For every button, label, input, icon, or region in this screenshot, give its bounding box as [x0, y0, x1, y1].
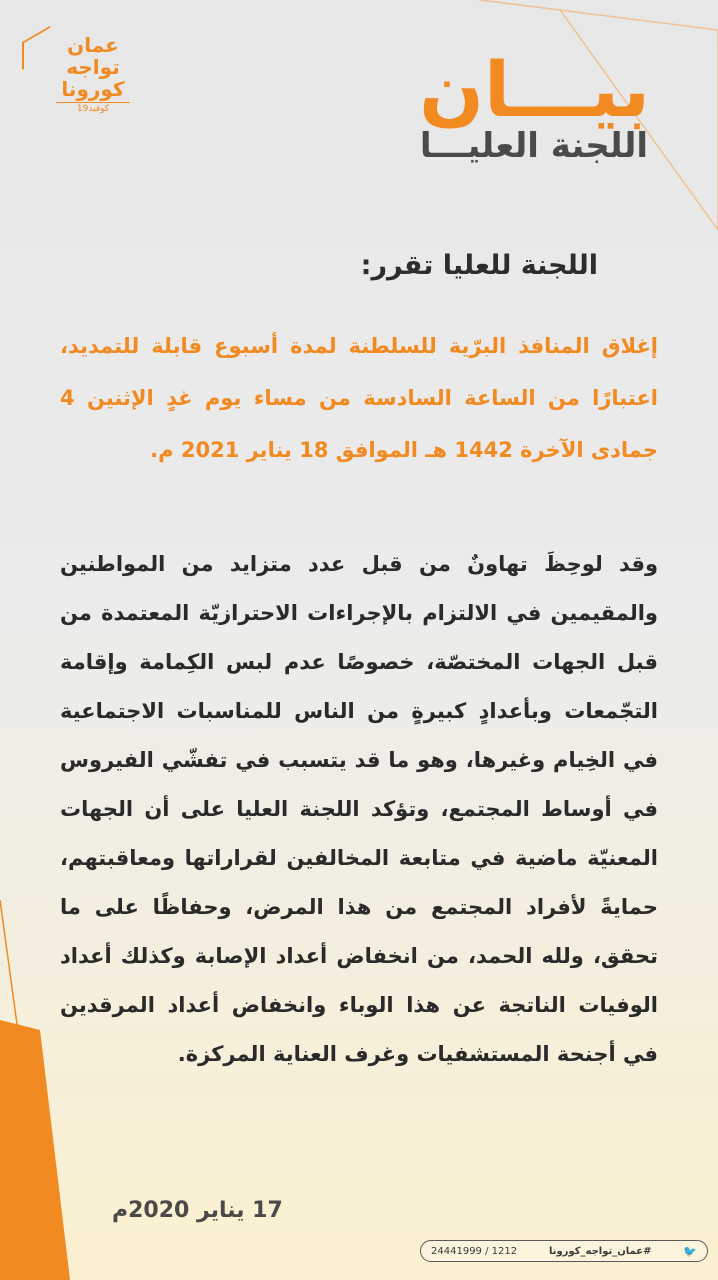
intro-heading: اللجنة للعليا تقرر: [360, 250, 598, 281]
logo-line-2: تواجه [66, 55, 120, 79]
orange-line-decoration [0, 900, 52, 1280]
statement-date: 17 يناير 2020م [112, 1198, 283, 1223]
decision-text: إغلاق المنافذ البرّية للسلطنة لمدة أسبوع قابلة للتمديد، اعتبارًا من الساعة السادسة من مساء يوم غدٍ الإثنين 4 جمادى الآخرة 1442 هـ الموافق 18 يناير 2021 م. [60, 334, 658, 462]
statement-title: بيـــان [419, 45, 650, 134]
committee-subtitle: اللجنة العليـــا [419, 126, 648, 166]
logo-line-1: عمان [67, 33, 119, 57]
footer-phones: 1212 / 24441999 [431, 1245, 518, 1257]
footer-bar [420, 1240, 708, 1262]
campaign-logo [48, 34, 138, 115]
logo-line-3: كورونا [61, 77, 125, 101]
body-paragraph: وقد لوحِظَ تهاونٌ من قبل عدد متزايد من المواطنين والمقيمين في الالتزام بالإجراءات الاحترازيّة المعتمدة من قبل الجهات المختصّة، خصوصًا عدم لبس الكِمامة وإقامة التجّمعات وبأعدادٍ كبيرةٍ من الناس للمناسبات الاجتماعية في الخِيام وغيرها، وهو ما قد يتسبب في تفشّي الفيروس في أوساط المجتمع، وتؤكد اللجنة العليا على أن الجهات المعنيّة ماضية في متابعة المخالفين لقراراتها ومعاقبتهم، حمايةً لأفراد المجتمع من هذا المرض، وحفاظًا على ما تحقق، ولله الحمد، من انخفاض أعداد الإصابة وكذلك أعداد الوفيات الناتجة عن هذا الوباء وانخفاض أعداد المرقدين في أجنحة المستشفيات وغرف العناية المركزة. [60, 552, 658, 1066]
twitter-icon: 🐦 [683, 1244, 697, 1258]
logo-bracket-decoration [22, 26, 50, 70]
footer-hashtag: #عمان_تواجه_كورونا [548, 1245, 652, 1257]
logo-subline: كوفيد19 [56, 102, 130, 115]
